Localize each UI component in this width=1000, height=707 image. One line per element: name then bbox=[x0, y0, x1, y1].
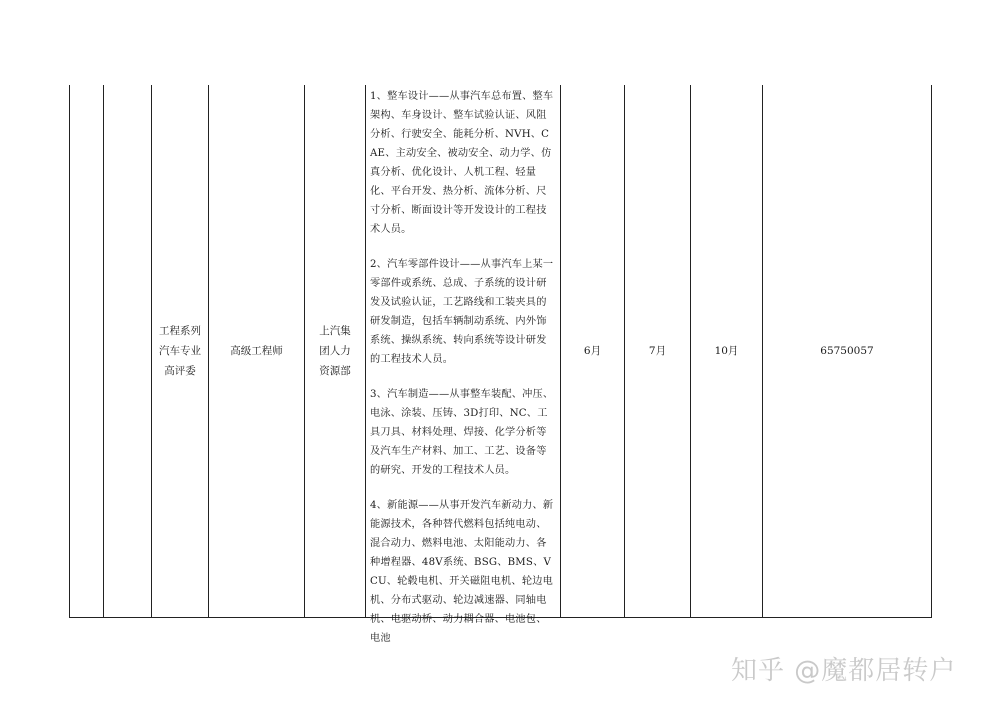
description-paragraph-2: 2、汽车零部件设计——从事汽车上某一零部件或系统、总成、子系统的设计研发及试验认证，工艺路线和工装夹具的研发制造，包括车辆制动系统、内外饰系统、操纵系统、转向系统等设计研发的工程技术人员。 bbox=[370, 259, 554, 365]
description-paragraph-4: 4、新能源——从事开发汽车新动力、新能源技术，各种替代燃料包括纯电动、混合动力、燃料电池、太阳能动力、各种增程器、48V系统、BSG、BMS、VCU、轮毂电机、开关磁阻电机、轮边电机、分布式驱动、轮边减速器、同轴电机、电驱动桥、动力耦合器、电池包、电池 bbox=[370, 500, 554, 644]
empty-cell-2 bbox=[104, 85, 152, 618]
zhihu-watermark: 知乎 @魔都居转户 bbox=[731, 656, 957, 686]
table-row bbox=[70, 85, 932, 618]
description-cell bbox=[366, 85, 561, 644]
month-a-cell bbox=[561, 85, 625, 618]
requirements-table bbox=[69, 85, 932, 644]
title-text: 高级工程师 bbox=[230, 345, 283, 357]
description-paragraph-1: 1、整车设计——从事汽车总布置、整车架构、车身设计、整车试验认证、风阻分析、行驶安全、能耗分析、NVH、CAE、主动安全、被动安全、动力学、仿真分析、优化设计、人机工程、轻量化、平台开发、热分析、流体分析、尺寸分析、断面设计等开发设计的工程技术人员。 bbox=[370, 91, 554, 235]
month-b-text: 7月 bbox=[648, 345, 667, 357]
empty-cell-1 bbox=[70, 85, 104, 618]
title-cell bbox=[209, 85, 305, 618]
department-cell bbox=[305, 85, 366, 618]
month-b-cell bbox=[625, 85, 691, 618]
month-c-cell bbox=[691, 85, 763, 618]
description-paragraph-3: 3、汽车制造——从事整车装配、冲压、电泳、涂装、压铸、3D打印、NC、工具刀具、材料处理、焊接、化学分析等及汽车生产材料、加工、工艺、设备等的研究、开发的工程技术人员。 bbox=[370, 389, 554, 476]
committee-cell bbox=[152, 85, 209, 618]
department-text: 上汽集团人力资源部 bbox=[319, 325, 351, 377]
committee-text: 工程系列汽车专业高评委 bbox=[159, 325, 201, 377]
month-c-text: 10月 bbox=[714, 345, 739, 357]
month-a-text: 6月 bbox=[583, 345, 602, 357]
phone-cell bbox=[763, 85, 932, 618]
phone-text: 65750057 bbox=[820, 345, 874, 357]
description-block bbox=[370, 87, 556, 664]
